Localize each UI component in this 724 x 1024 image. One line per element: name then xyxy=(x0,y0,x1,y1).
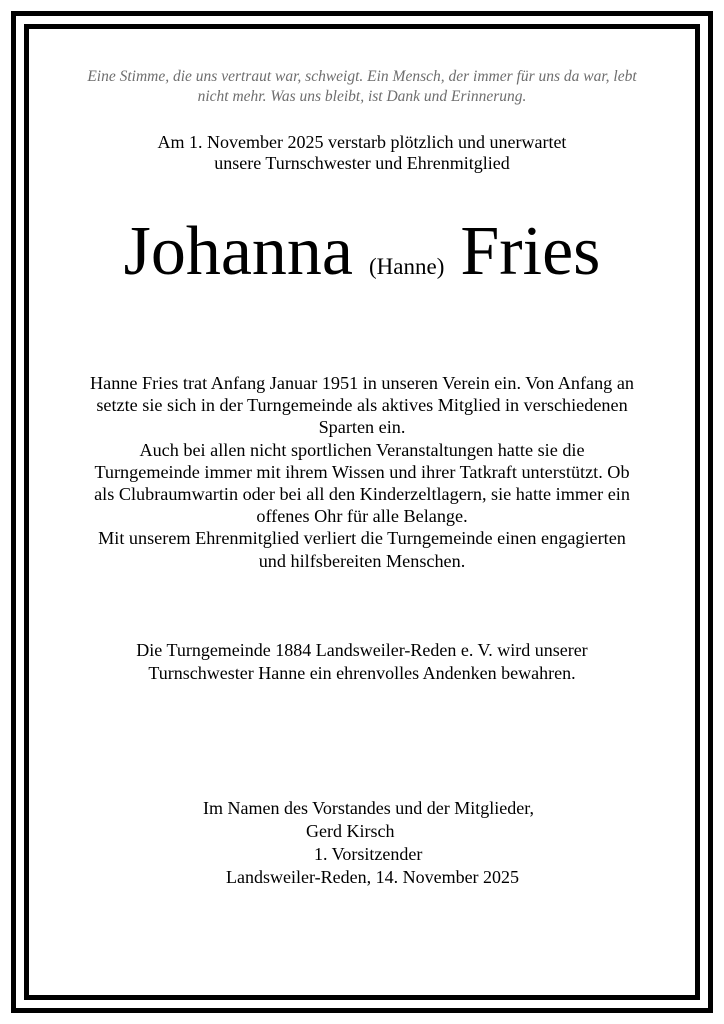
tribute-line: Turnschwester Hanne ein ehrenvolles Andenken bewahren. xyxy=(148,663,576,683)
body-line: Mit unserem Ehrenmitglied verliert die Turngemeinde einen engagierten xyxy=(98,528,626,549)
body-line: und hilfsbereiten Menschen. xyxy=(258,550,466,571)
body-line: Auch bei allen nicht sportlichen Veranstaltungen hatte sie die xyxy=(139,439,585,460)
announcement-line: Am 1. November 2025 verstarb plötzlich und unerwartet xyxy=(157,132,567,152)
motto-line: nicht mehr. Was uns bleibt, ist Dank und Erinnerung. xyxy=(197,88,527,105)
last-name: Fries xyxy=(460,213,601,290)
death-announcement xyxy=(49,132,675,174)
announcement-line: unsere Turnschwester und Ehrenmitglied xyxy=(214,153,510,173)
signatory-role: 1. Vorsitzender xyxy=(314,844,423,864)
place-and-date: Landsweiler-Reden, 14. November 2025 xyxy=(226,867,520,887)
biography-text xyxy=(59,372,665,572)
obituary-notice xyxy=(29,29,695,995)
body-line: Turngemeinde immer mit ihrem Wissen und ihrer Tatkraft unterstützt. Ob xyxy=(94,461,630,482)
body-line: als Clubraumwartin oder bei all den Kinderzeltlagern, sie hatte immer ein xyxy=(94,484,630,505)
body-line: Sparten ein. xyxy=(318,417,406,438)
body-line: Hanne Fries trat Anfang Januar 1951 in unseren Verein ein. Von Anfang an xyxy=(90,373,634,393)
body-line: setzte sie sich in der Turngemeinde als aktives Mitglied in verschiedenen xyxy=(96,395,628,416)
signatory-name: Gerd Kirsch xyxy=(306,821,395,841)
nickname: (Hanne) xyxy=(369,254,445,279)
first-name: Johanna xyxy=(123,213,354,290)
signature-on-behalf: Im Namen des Vorstandes und der Mitglieder, xyxy=(203,798,535,818)
motto-quote xyxy=(59,67,665,107)
signature-block xyxy=(49,797,675,889)
motto-line: Eine Stimme, die uns vertraut war, schweigt. Ein Mensch, der immer für uns da war, lebt xyxy=(87,68,637,85)
body-line: offenes Ohr für alle Belange. xyxy=(256,506,468,527)
tribute-line: Die Turngemeinde 1884 Landsweiler-Reden e. V. wird unserer xyxy=(136,640,588,660)
tribute-text xyxy=(49,639,675,685)
deceased-name xyxy=(29,213,695,290)
